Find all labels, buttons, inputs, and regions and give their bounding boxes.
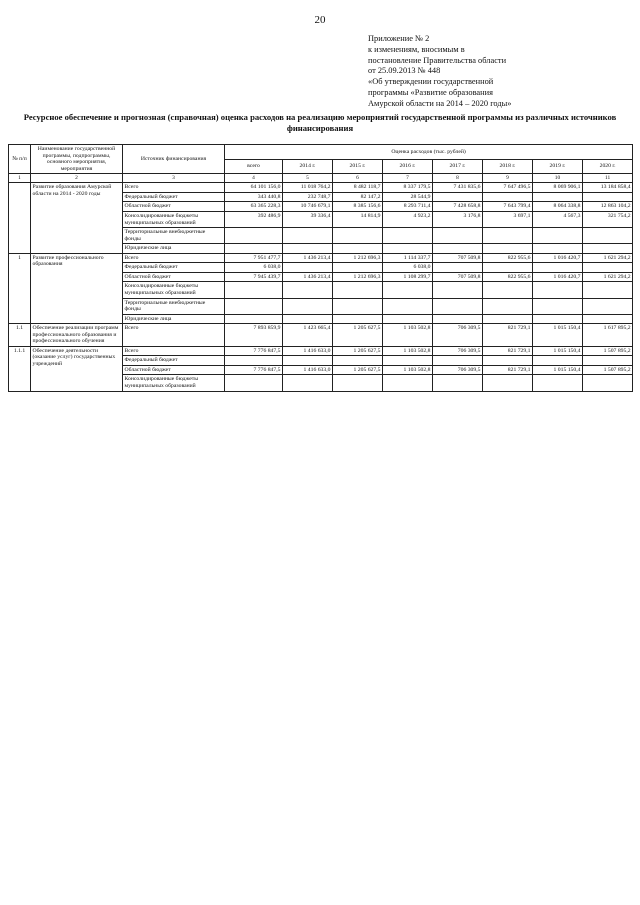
- header-year: 2016 г.: [383, 159, 433, 174]
- year-value-cell: 1 507 895,2: [583, 346, 633, 356]
- year-value-cell: [533, 314, 583, 324]
- funding-source-cell: Федеральный бюджет: [123, 192, 225, 202]
- index-cell: 4: [225, 174, 283, 183]
- header-year: 2014 г.: [283, 159, 333, 174]
- year-value-cell: [583, 282, 633, 298]
- year-value-cell: [583, 314, 633, 324]
- funding-source-cell: Территориальные внебюджетные фонды: [123, 228, 225, 244]
- appendix-line: от 25.09.2013 № 448: [368, 66, 441, 76]
- year-value-cell: 10 746 679,1: [283, 202, 333, 212]
- header-year: 2015 г.: [333, 159, 383, 174]
- funding-source-cell: Юридические лица: [123, 244, 225, 254]
- year-value-cell: [333, 244, 383, 254]
- index-cell: 9: [483, 174, 533, 183]
- year-value-cell: 8 385 156,6: [333, 202, 383, 212]
- table-row: [9, 253, 633, 263]
- year-value-cell: 822 955,6: [483, 272, 533, 282]
- year-value-cell: 1 205 627,5: [333, 324, 383, 347]
- year-value-cell: 1 621 294,2: [583, 253, 633, 263]
- row-number-cell: 1.1.1: [9, 346, 31, 391]
- index-cell: 7: [383, 174, 433, 183]
- year-value-cell: [483, 282, 533, 298]
- document-title: Ресурсное обеспечение и прогнозная (справочная) оценка расходов на реализацию мероприятий государственной программы из различных источников финансирования: [23, 112, 617, 134]
- year-value-cell: 8 482 118,7: [333, 183, 383, 193]
- header-source: Источник финансирования: [123, 145, 225, 174]
- total-value-cell: [225, 298, 283, 314]
- year-value-cell: [383, 356, 433, 366]
- year-value-cell: [333, 263, 383, 273]
- year-value-cell: [333, 356, 383, 366]
- header-num: № п/п: [9, 145, 31, 174]
- year-value-cell: [583, 375, 633, 391]
- year-value-cell: 3 697,1: [483, 212, 533, 228]
- year-value-cell: [483, 314, 533, 324]
- funding-source-cell: Областной бюджет: [123, 272, 225, 282]
- table-row: [9, 346, 633, 356]
- total-value-cell: [225, 356, 283, 366]
- year-value-cell: 1 205 627,5: [333, 365, 383, 375]
- total-value-cell: [225, 375, 283, 391]
- row-name-cell: Обеспечение реализации программ профессионального образования и профессионального обучения: [31, 324, 123, 347]
- year-value-cell: 1 416 633,0: [283, 346, 333, 356]
- year-value-cell: [533, 356, 583, 366]
- year-value-cell: [333, 375, 383, 391]
- year-value-cell: [533, 282, 583, 298]
- funding-source-cell: Всего: [123, 324, 225, 347]
- year-value-cell: 1 416 633,0: [283, 365, 333, 375]
- year-value-cell: [383, 375, 433, 391]
- year-value-cell: [533, 298, 583, 314]
- year-value-cell: 1 621 294,2: [583, 272, 633, 282]
- year-value-cell: [383, 314, 433, 324]
- total-value-cell: 392 486,9: [225, 212, 283, 228]
- year-value-cell: 14 814,9: [333, 212, 383, 228]
- year-value-cell: 7 428 658,8: [433, 202, 483, 212]
- year-value-cell: 7 431 835,6: [433, 183, 483, 193]
- row-number-cell: 1.1: [9, 324, 31, 347]
- year-value-cell: [283, 282, 333, 298]
- total-value-cell: 6 038,0: [225, 263, 283, 273]
- total-value-cell: 7 776 847,5: [225, 365, 283, 375]
- year-value-cell: 1 436 213,4: [283, 253, 333, 263]
- header-expenditure-group: Оценка расходов (тыс. рублей): [225, 145, 633, 160]
- total-value-cell: 7 951 477,7: [225, 253, 283, 263]
- year-value-cell: 1 212 696,3: [333, 272, 383, 282]
- year-value-cell: [583, 228, 633, 244]
- index-cell: 2: [31, 174, 123, 183]
- table-row: [9, 183, 633, 193]
- total-value-cell: 7 893 859,9: [225, 324, 283, 347]
- year-value-cell: 1 016 420,7: [533, 253, 583, 263]
- header-name: Наименование государственной программы, подпрограммы, основного мероприятия, мероприятия: [31, 145, 123, 174]
- year-value-cell: 1 103 502,8: [383, 324, 433, 347]
- year-value-cell: [533, 263, 583, 273]
- year-value-cell: [583, 192, 633, 202]
- year-value-cell: [383, 228, 433, 244]
- year-value-cell: 706 309,5: [433, 324, 483, 347]
- year-value-cell: 1 016 420,7: [533, 272, 583, 282]
- header-year: 2019 г.: [533, 159, 583, 174]
- year-value-cell: 821 729,1: [483, 324, 533, 347]
- year-value-cell: [483, 228, 533, 244]
- total-value-cell: [225, 282, 283, 298]
- appendix-line: Приложение № 2: [368, 34, 430, 43]
- year-value-cell: 232 748,7: [283, 192, 333, 202]
- year-value-cell: 1 507 895,2: [583, 365, 633, 375]
- year-value-cell: 28 544,9: [383, 192, 433, 202]
- funding-source-cell: Юридические лица: [123, 314, 225, 324]
- year-value-cell: 3 176,8: [433, 212, 483, 228]
- index-cell: 6: [333, 174, 383, 183]
- funding-source-cell: Областной бюджет: [123, 365, 225, 375]
- year-value-cell: [433, 244, 483, 254]
- funding-source-cell: Всего: [123, 346, 225, 356]
- page-number: 20: [314, 14, 326, 26]
- year-value-cell: 707 509,8: [433, 272, 483, 282]
- year-value-cell: [583, 263, 633, 273]
- header-year: 2020 г.: [583, 159, 633, 174]
- appendix-note: [368, 34, 626, 109]
- year-value-cell: [433, 356, 483, 366]
- funding-source-cell: Федеральный бюджет: [123, 263, 225, 273]
- year-value-cell: 706 309,5: [433, 365, 483, 375]
- header-year: 2017 г.: [433, 159, 483, 174]
- year-value-cell: 821 729,1: [483, 346, 533, 356]
- funding-source-cell: Территориальные внебюджетные фонды: [123, 298, 225, 314]
- year-value-cell: 1 114 337,7: [383, 253, 433, 263]
- total-value-cell: 63 365 228,3: [225, 202, 283, 212]
- year-value-cell: [333, 314, 383, 324]
- table-row: [9, 324, 633, 347]
- total-value-cell: [225, 244, 283, 254]
- year-value-cell: [383, 282, 433, 298]
- funding-source-cell: Федеральный бюджет: [123, 356, 225, 366]
- year-value-cell: 1 108 299,7: [383, 272, 433, 282]
- row-number-cell: [9, 183, 31, 253]
- year-value-cell: 8 337 179,5: [383, 183, 433, 193]
- year-value-cell: [583, 356, 633, 366]
- year-value-cell: 8 069 906,1: [533, 183, 583, 193]
- funding-source-cell: Консолидированные бюджеты муниципальных образований: [123, 212, 225, 228]
- total-value-cell: 64 101 156,0: [225, 183, 283, 193]
- index-cell: 1: [9, 174, 31, 183]
- year-value-cell: [283, 263, 333, 273]
- year-value-cell: [483, 263, 533, 273]
- year-value-cell: [433, 314, 483, 324]
- total-value-cell: [225, 314, 283, 324]
- year-value-cell: 39 336,4: [283, 212, 333, 228]
- year-value-cell: 8 064 338,8: [533, 202, 583, 212]
- year-value-cell: 8 293 711,4: [383, 202, 433, 212]
- year-value-cell: [283, 244, 333, 254]
- appendix-line: постановление Правительства области: [368, 55, 507, 65]
- year-value-cell: 13 184 858,4: [583, 183, 633, 193]
- index-cell: 5: [283, 174, 333, 183]
- header-total: всего: [225, 159, 283, 174]
- appendix-line: к изменениям, вносимым в: [368, 44, 465, 54]
- index-cell: 10: [533, 174, 583, 183]
- year-value-cell: 1 015 150,4: [533, 365, 583, 375]
- header-year: 2018 г.: [483, 159, 533, 174]
- year-value-cell: [333, 298, 383, 314]
- year-value-cell: 1 103 502,8: [383, 365, 433, 375]
- year-value-cell: [483, 298, 533, 314]
- year-value-cell: 82 147,2: [333, 192, 383, 202]
- year-value-cell: [533, 244, 583, 254]
- year-value-cell: [483, 356, 533, 366]
- funding-source-cell: Консолидированные бюджеты муниципальных образований: [123, 375, 225, 391]
- year-value-cell: 1 205 627,5: [333, 346, 383, 356]
- year-value-cell: [433, 375, 483, 391]
- year-value-cell: 706 309,5: [433, 346, 483, 356]
- funding-source-cell: Всего: [123, 253, 225, 263]
- year-value-cell: [433, 282, 483, 298]
- total-value-cell: 7 776 847,5: [225, 346, 283, 356]
- year-value-cell: 6 038,0: [383, 263, 433, 273]
- year-value-cell: [283, 314, 333, 324]
- table-header-row: [9, 145, 633, 160]
- year-value-cell: 4 567,3: [533, 212, 583, 228]
- year-value-cell: [283, 356, 333, 366]
- year-value-cell: 821 729,1: [483, 365, 533, 375]
- year-value-cell: 4 923,2: [383, 212, 433, 228]
- year-value-cell: 1 617 895,2: [583, 324, 633, 347]
- year-value-cell: [533, 228, 583, 244]
- year-value-cell: [583, 298, 633, 314]
- year-value-cell: [333, 282, 383, 298]
- row-name-cell: Обеспечение деятельности (оказание услуг) государственных учреждений: [31, 346, 123, 391]
- funding-source-cell: Областной бюджет: [123, 202, 225, 212]
- year-value-cell: 321 754,2: [583, 212, 633, 228]
- year-value-cell: [483, 375, 533, 391]
- total-value-cell: [225, 228, 283, 244]
- appendix-line: «Об утверждении государственной: [368, 77, 494, 86]
- year-value-cell: 1 103 502,8: [383, 346, 433, 356]
- year-value-cell: [533, 192, 583, 202]
- index-cell: 8: [433, 174, 483, 183]
- year-value-cell: 1 015 150,4: [533, 346, 583, 356]
- year-value-cell: 822 955,6: [483, 253, 533, 263]
- year-value-cell: [383, 244, 433, 254]
- row-name-cell: Развитие образования Амурской области на 2014 - 2020 годы: [31, 183, 123, 253]
- year-value-cell: 1 436 213,4: [283, 272, 333, 282]
- year-value-cell: [583, 244, 633, 254]
- table-index-row: [9, 174, 633, 183]
- year-value-cell: [283, 228, 333, 244]
- year-value-cell: [533, 375, 583, 391]
- index-cell: 3: [123, 174, 225, 183]
- year-value-cell: 11 018 764,2: [283, 183, 333, 193]
- year-value-cell: [283, 298, 333, 314]
- appendix-line: программы «Развитие образования: [368, 87, 493, 97]
- index-cell: 11: [583, 174, 633, 183]
- year-value-cell: [433, 228, 483, 244]
- year-value-cell: [483, 192, 533, 202]
- row-number-cell: 1: [9, 253, 31, 323]
- funding-source-cell: Консолидированные бюджеты муниципальных образований: [123, 282, 225, 298]
- total-value-cell: 343 440,8: [225, 192, 283, 202]
- year-value-cell: 7 643 799,4: [483, 202, 533, 212]
- year-value-cell: [283, 375, 333, 391]
- funding-source-cell: Всего: [123, 183, 225, 193]
- total-value-cell: 7 945 439,7: [225, 272, 283, 282]
- year-value-cell: 7 647 496,5: [483, 183, 533, 193]
- row-name-cell: Развитие профессионального образования: [31, 253, 123, 323]
- year-value-cell: [433, 192, 483, 202]
- year-value-cell: [383, 298, 433, 314]
- year-value-cell: 1 212 696,3: [333, 253, 383, 263]
- year-value-cell: [433, 298, 483, 314]
- year-value-cell: [433, 263, 483, 273]
- year-value-cell: 707 509,8: [433, 253, 483, 263]
- year-value-cell: [333, 228, 383, 244]
- expenditure-table: [8, 144, 633, 392]
- year-value-cell: 1 015 150,4: [533, 324, 583, 347]
- year-value-cell: 1 423 665,4: [283, 324, 333, 347]
- year-value-cell: 12 863 104,2: [583, 202, 633, 212]
- appendix-line: Амурской области на 2014 – 2020 годы»: [368, 98, 512, 108]
- year-value-cell: [483, 244, 533, 254]
